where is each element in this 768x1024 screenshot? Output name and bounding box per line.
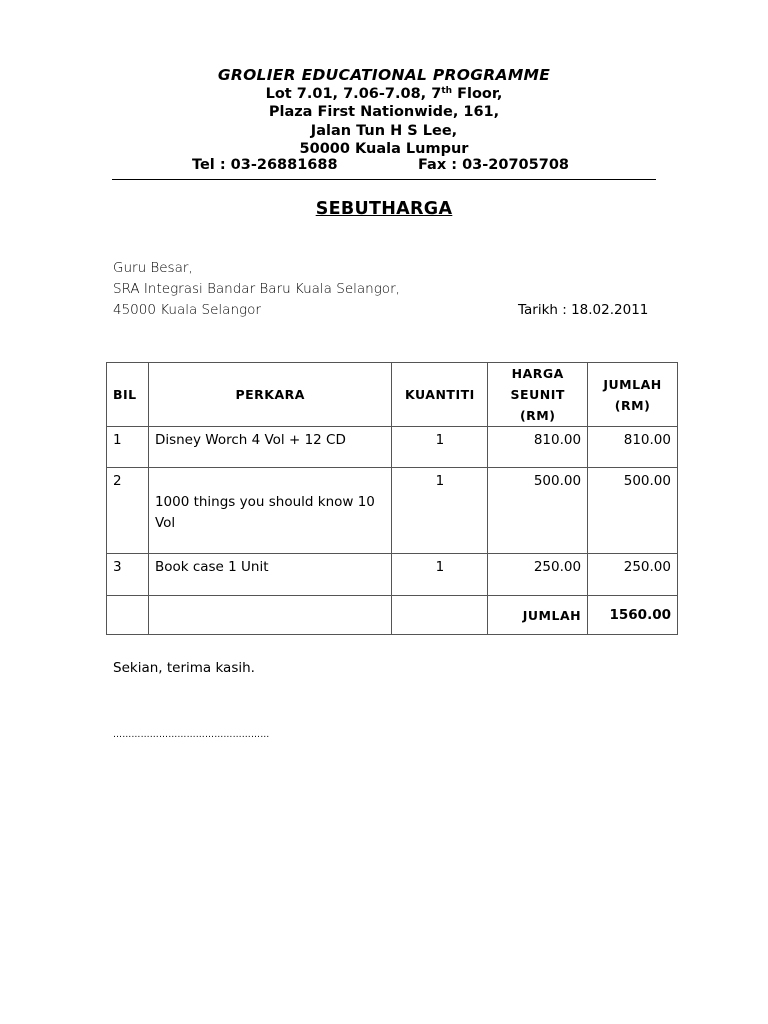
- header-unit-price: [488, 363, 588, 427]
- header-total: [588, 363, 678, 427]
- address-line-1-prefix: Lot 7.01, 7.06-7.08, 7: [265, 85, 442, 102]
- row-bil: 1: [107, 427, 149, 468]
- address-line-4: 50000 Kuala Lumpur: [299, 141, 469, 157]
- document-title: SEBUTHARGA: [315, 199, 453, 219]
- fax: Fax : 03-20705708: [418, 157, 569, 173]
- address-line-1-sup: th: [441, 85, 453, 96]
- header-divider: [112, 179, 656, 180]
- organization-name: GROLIER EDUCATIONAL PROGRAMME: [217, 66, 551, 84]
- header-unit-price-line-2: SEUNIT: [510, 387, 565, 402]
- telephone: Tel : 03-26881688: [192, 157, 338, 173]
- address-line-2: Plaza First Nationwide, 161,: [268, 104, 500, 120]
- header-unit-price-line-1: HARGA: [511, 366, 564, 381]
- total-empty-cell: [392, 596, 488, 635]
- table-row: [107, 468, 678, 554]
- row-unit-price: 500.00: [488, 468, 588, 554]
- table-row: [107, 427, 678, 468]
- total-empty-cell: [107, 596, 149, 635]
- header-total-line-1: JUMLAH: [603, 376, 662, 392]
- document-date: Tarikh : 18.02.2011: [518, 302, 649, 318]
- row-unit-price: 810.00: [488, 427, 588, 468]
- row-total: 500.00: [588, 468, 678, 554]
- total-label: JUMLAH: [488, 596, 588, 635]
- header-quantity: KUANTITI: [392, 363, 488, 427]
- signature-line: ……………………………………………: [113, 730, 270, 740]
- address-line-3: Jalan Tun H S Lee,: [310, 122, 458, 139]
- row-item: 1000 things you should know 10 Vol: [154, 494, 375, 531]
- recipient-line-3: 45000 Kuala Selangor: [113, 302, 261, 318]
- row-item: Disney Worch 4 Vol + 12 CD: [148, 427, 392, 468]
- table-header-row: [107, 363, 678, 427]
- table-total-row: [107, 596, 678, 635]
- letterhead: [112, 66, 656, 159]
- total-empty-cell: [148, 596, 392, 635]
- recipient-line-2: SRA Integrasi Bandar Baru Kuala Selangor,: [113, 281, 400, 297]
- row-total: 810.00: [588, 427, 678, 468]
- row-bil: 3: [107, 554, 149, 596]
- table-row: [107, 554, 678, 596]
- row-quantity: 1: [392, 427, 488, 468]
- row-item: Book case 1 Unit: [148, 554, 392, 596]
- recipient-line-1: Guru Besar,: [113, 260, 193, 276]
- row-item-cell: [148, 468, 392, 554]
- header-bil: BIL: [107, 363, 149, 427]
- closing-remark: Sekian, terima kasih.: [113, 660, 255, 676]
- address-line-1: [112, 85, 656, 104]
- header-total-line-2: (RM): [614, 397, 651, 413]
- quotation-table: [106, 362, 678, 635]
- header-unit-price-line-3: (RM): [519, 408, 556, 423]
- header-item: PERKARA: [148, 363, 392, 427]
- row-total: 250.00: [588, 554, 678, 596]
- row-quantity: 1: [392, 468, 488, 554]
- row-quantity: 1: [392, 554, 488, 596]
- address-line-1-suffix: Floor,: [452, 85, 503, 102]
- grand-total: 1560.00: [588, 596, 678, 635]
- row-unit-price: 250.00: [488, 554, 588, 596]
- row-bil: 2: [107, 468, 149, 554]
